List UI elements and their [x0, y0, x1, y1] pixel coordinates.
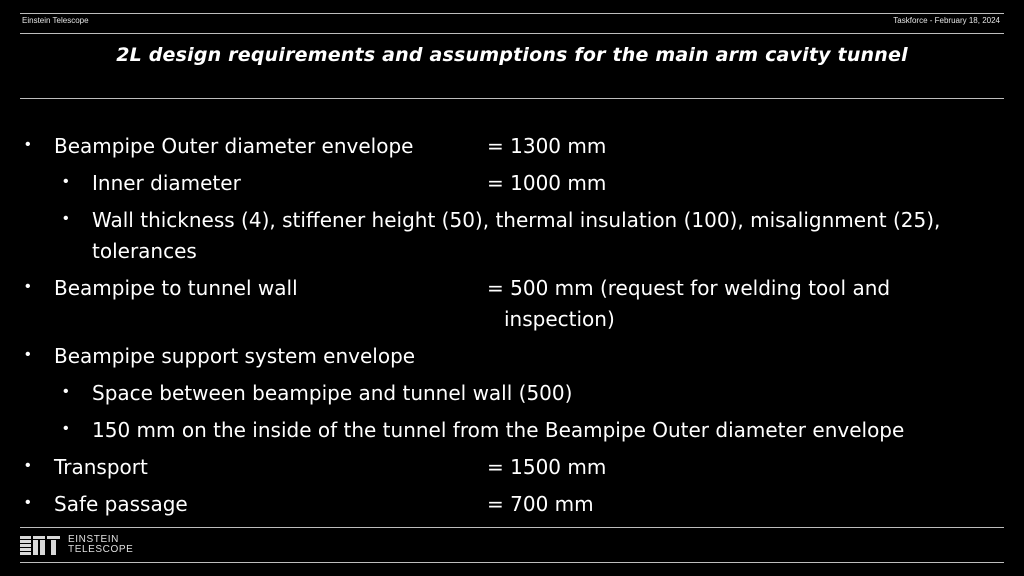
bullet-continuation: tolerances — [92, 239, 197, 263]
bullet-icon: • — [25, 136, 31, 153]
bullet-label: Transport — [54, 455, 148, 479]
bullet-icon: • — [25, 346, 31, 363]
footer-bottom-rule — [20, 562, 1004, 563]
bullet-label: 150 mm on the inside of the tunnel from the Beampipe Outer diameter envelope — [92, 418, 905, 442]
bullet-icon: • — [63, 420, 69, 437]
bullet-label: Beampipe support system envelope — [54, 344, 416, 368]
header-left-text: Einstein Telescope — [22, 16, 89, 25]
header-right-text: Taskforce - February 18, 2024 — [893, 16, 1000, 25]
bullet-label: Inner diameter — [92, 171, 241, 195]
slide-title: 2L design requirements and assumptions for the main arm cavity tunnel — [116, 44, 908, 66]
bullet-value: = 1000 mm — [487, 171, 607, 195]
bullet-label: Space between beampipe and tunnel wall (500) — [92, 381, 573, 405]
footer-top-rule — [20, 527, 1004, 528]
bullet-icon: • — [63, 383, 69, 400]
bullet-label: Beampipe Outer diameter envelope — [54, 134, 414, 158]
footer-brand-line1: EINSTEIN — [68, 534, 119, 545]
bullet-icon: • — [25, 457, 31, 474]
footer-brand-line2: TELESCOPE — [68, 544, 134, 555]
einstein-telescope-logo-icon — [20, 536, 60, 555]
bullet-label: Safe passage — [54, 492, 188, 516]
footer-brand-text — [68, 535, 133, 555]
bullet-value: = 500 mm (request for welding tool and — [487, 276, 891, 300]
bullet-value: = 1300 mm — [487, 134, 607, 158]
bullet-label: Wall thickness (4), stiffener height (50), thermal insulation (100), misalignment (25), — [92, 208, 941, 232]
bullet-value: = 700 mm — [487, 492, 594, 516]
bullet-continuation: inspection) — [504, 307, 615, 331]
bullet-icon: • — [63, 173, 69, 190]
bullet-icon: • — [25, 494, 31, 511]
bullet-icon: • — [63, 210, 69, 227]
bullet-label: Beampipe to tunnel wall — [54, 276, 298, 300]
bullet-icon: • — [25, 278, 31, 295]
bullet-value: = 1500 mm — [487, 455, 607, 479]
